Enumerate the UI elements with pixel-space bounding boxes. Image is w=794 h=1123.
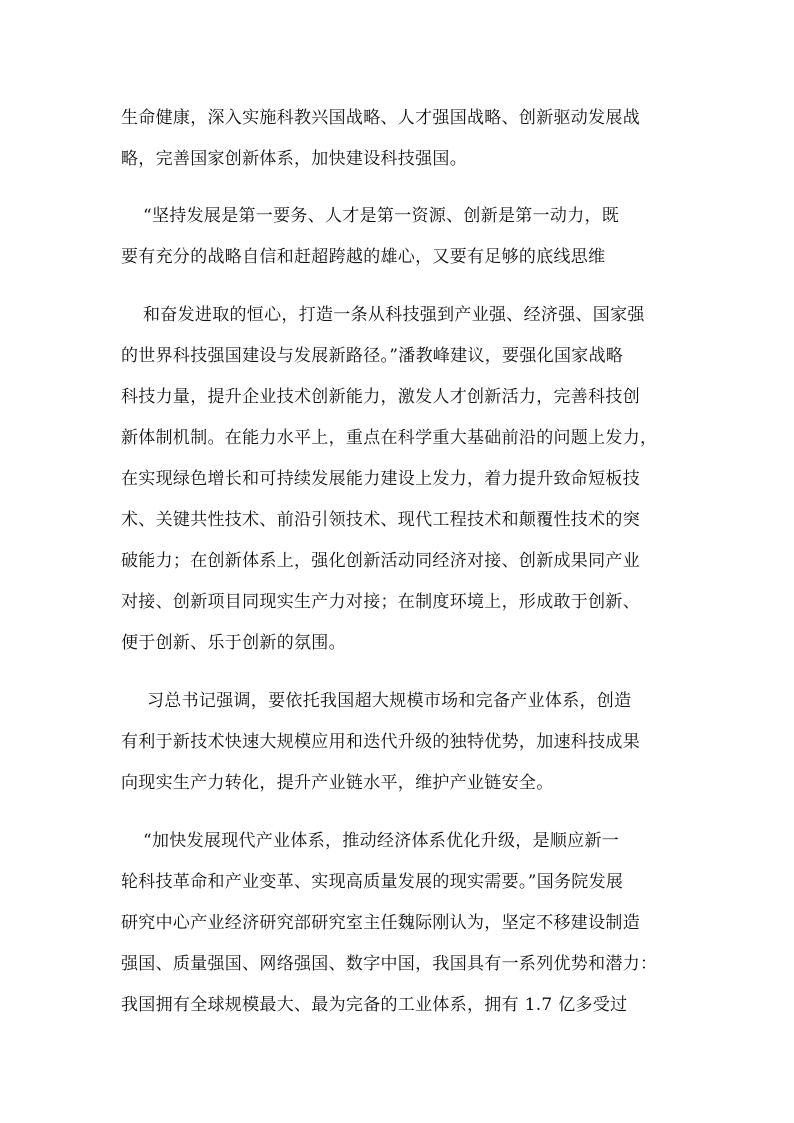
text-line: 要有充分的战略自信和赶超跨越的雄心，又要有足够的底线思维 xyxy=(121,247,606,267)
text-line: “加快发展现代产业体系，推动经济体系优化升级，是顺应新一 xyxy=(143,831,620,851)
text-line: 科技力量，提升企业技术创新能力，激发人才创新活力，完善科技创 xyxy=(121,387,640,407)
text-line: “坚持发展是第一要务、人才是第一资源、创新是第一动力，既 xyxy=(143,206,620,226)
text-line: 我国拥有全球规模最大、最为完备的工业体系，拥有 1.7 亿多受过 xyxy=(121,995,628,1015)
text-line: 在实现绿色增长和可持续发展能力建设上发力，着力提升致命短板技 xyxy=(121,469,640,489)
text-line: 轮科技革命和产业变革、实现高质量发展的现实需要。”国务院发展 xyxy=(121,872,624,892)
text-line: 研究中心产业经济研究部研究室主任魏际刚认为，坚定不移建设制造 xyxy=(121,913,640,933)
text-line: 有利于新技术快速大规模应用和迭代升级的独特优势，加速科技成果 xyxy=(121,732,640,752)
text-line: 向现实生产力转化，提升产业链水平，维护产业链安全。 xyxy=(121,773,554,793)
text-line: 破能力；在创新体系上，强化创新活动同经济对接、创新成果同产业 xyxy=(121,551,640,571)
text-line: 习总书记强调，要依托我国超大规模市场和完备产业体系，创造 xyxy=(147,691,632,711)
text-line: 新体制机制。在能力水平上，重点在科学重大基础前沿的问题上发力， xyxy=(121,428,658,448)
text-line: 和奋发进取的恒心，打造一条从科技强到产业强、经济强、国家强 xyxy=(143,305,645,325)
text-line: 的世界科技强国建设与发展新路径。”潘教峰建议，要强化国家战略 xyxy=(121,346,624,366)
text-line: 生命健康，深入实施科教兴国战略、人才强国战略、创新驱动发展战 xyxy=(121,108,640,128)
text-line: 强国、质量强国、网络强国、数字中国，我国具有一系列优势和潜力： xyxy=(121,954,658,974)
text-line: 术、关键共性技术、前沿引领技术、现代工程技术和颠覆性技术的突 xyxy=(121,510,640,530)
text-line: 略，完善国家创新体系，加快建设科技强国。 xyxy=(121,149,467,169)
text-line: 便于创新、乐于创新的氛围。 xyxy=(121,633,346,653)
text-line: 对接、创新项目同现实生产力对接；在制度环境上，形成敢于创新、 xyxy=(121,592,640,612)
